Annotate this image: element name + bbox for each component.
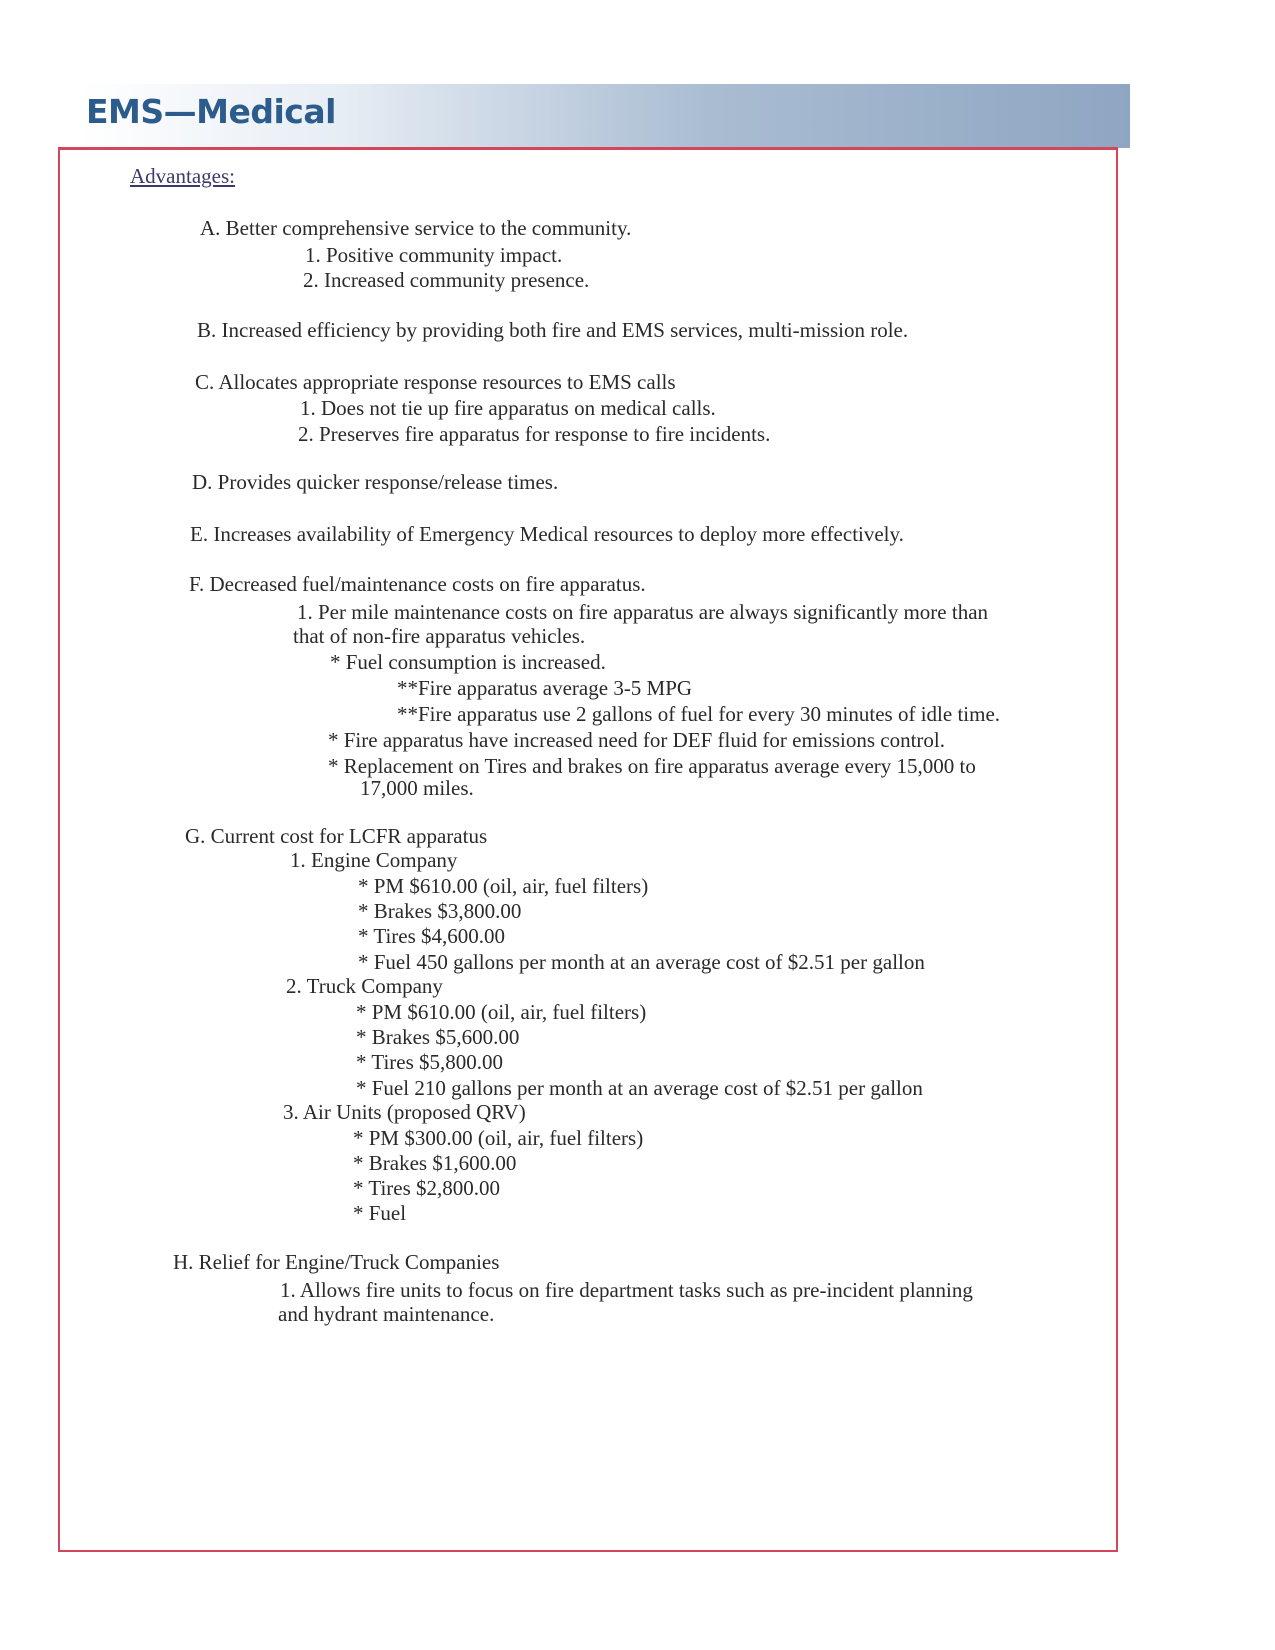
text-line: * Brakes $5,600.00 — [356, 1025, 520, 1049]
text-line: * PM $300.00 (oil, air, fuel filters) — [353, 1126, 644, 1150]
text-line: * Tires $4,600.00 — [358, 924, 506, 948]
text-line: 1. Positive community impact. — [305, 243, 563, 267]
text-line: **Fire apparatus average 3-5 MPG — [397, 676, 693, 700]
text-line: * Fuel — [353, 1201, 407, 1225]
text-line: 1. Allows fire units to focus on fire department tasks such as pre-incident planning — [280, 1278, 973, 1302]
text-line: 1. Per mile maintenance costs on fire apparatus are always significantly more than — [297, 600, 989, 624]
text-line: that of non-fire apparatus vehicles. — [293, 624, 586, 648]
text-line: * Brakes $1,600.00 — [353, 1151, 517, 1175]
text-line: A. Better comprehensive service to the community. — [200, 216, 632, 240]
text-line: G. Current cost for LCFR apparatus — [185, 824, 488, 848]
text-line: 2. Truck Company — [286, 974, 443, 998]
text-line: * Fuel consumption is increased. — [330, 650, 606, 674]
text-line: * Brakes $3,800.00 — [358, 899, 522, 923]
text-line: * PM $610.00 (oil, air, fuel filters) — [356, 1000, 647, 1024]
text-line: * Replacement on Tires and brakes on fire apparatus average every 15,000 to — [328, 754, 976, 778]
text-line: * Fire apparatus have increased need for DEF fluid for emissions control. — [328, 728, 945, 752]
text-line: * Fuel 450 gallons per month at an average cost of $2.51 per gallon — [358, 950, 925, 974]
text-line: and hydrant maintenance. — [278, 1302, 495, 1326]
text-line: * Tires $2,800.00 — [353, 1176, 501, 1200]
text-line: 17,000 miles. — [360, 776, 474, 800]
text-line: * Tires $5,800.00 — [356, 1050, 504, 1074]
text-line: * PM $610.00 (oil, air, fuel filters) — [358, 874, 649, 898]
text-line: H. Relief for Engine/Truck Companies — [173, 1250, 500, 1274]
text-line: 3. Air Units (proposed QRV) — [283, 1100, 526, 1124]
text-line: 2. Increased community presence. — [303, 268, 590, 292]
text-line: C. Allocates appropriate response resources to EMS calls — [195, 370, 676, 394]
text-line: 2. Preserves fire apparatus for response to fire incidents. — [298, 422, 771, 446]
page-title: EMS—Medical — [86, 92, 336, 131]
text-line: 1. Engine Company — [290, 848, 458, 872]
text-line: B. Increased efficiency by providing both fire and EMS services, multi-mission role. — [197, 318, 909, 342]
text-line: **Fire apparatus use 2 gallons of fuel for every 30 minutes of idle time. — [397, 702, 1001, 726]
text-line: D. Provides quicker response/release times. — [192, 470, 559, 494]
text-line: 1. Does not tie up fire apparatus on medical calls. — [300, 396, 716, 420]
text-line: * Fuel 210 gallons per month at an average cost of $2.51 per gallon — [356, 1076, 923, 1100]
text-line: E. Increases availability of Emergency Medical resources to deploy more effectively. — [190, 522, 904, 546]
content-frame — [58, 147, 1118, 1552]
section-heading: Advantages: — [130, 164, 235, 188]
text-line: F. Decreased fuel/maintenance costs on fire apparatus. — [189, 572, 646, 596]
